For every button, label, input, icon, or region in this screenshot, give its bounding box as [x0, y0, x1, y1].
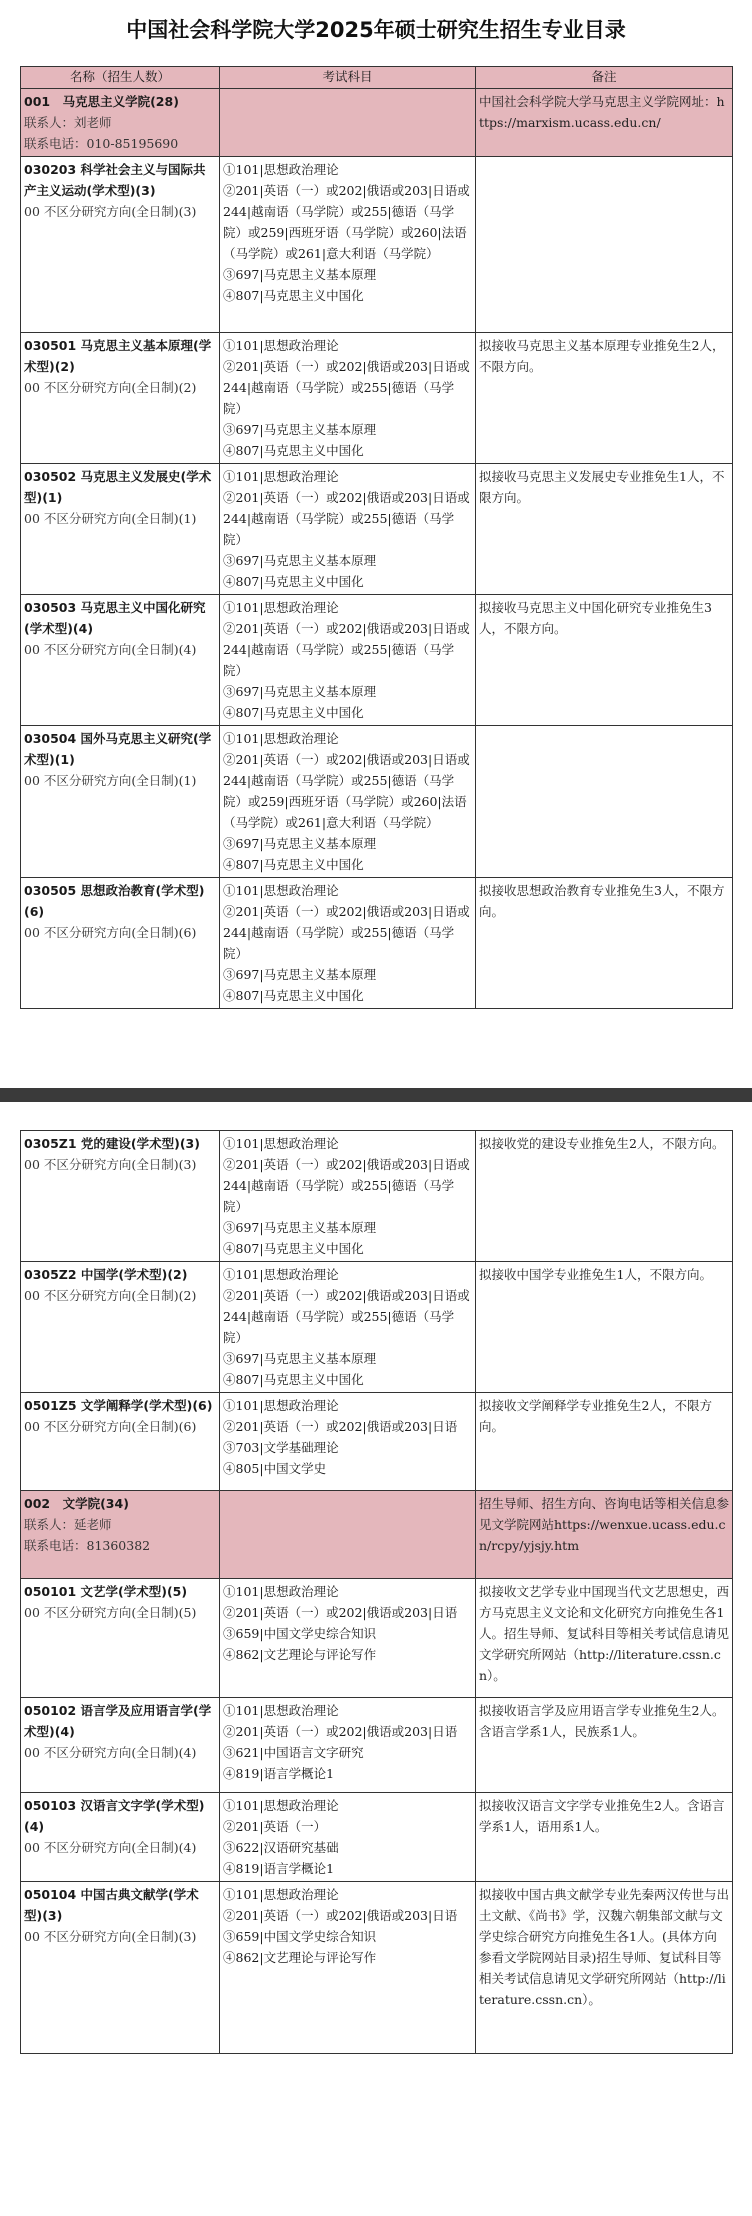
- header-exam: 考试科目: [220, 67, 476, 89]
- note-text: 拟接收思想政治教育专业推免生3人，不限方向。: [479, 883, 725, 919]
- exam-subject: ④807|马克思主义中国化: [223, 988, 364, 1003]
- exam-subject: ①101|思想政治理论: [223, 1136, 339, 1151]
- exam-subject: ④862|文艺理论与评论写作: [223, 1950, 377, 1965]
- research-direction: 00 不区分研究方向(全日制)(6): [24, 925, 197, 940]
- name-cell: [21, 464, 220, 595]
- contact-person: 联系人：延老师: [24, 1517, 112, 1532]
- exam-subject: ②201|英语（一）或202|俄语或203|日语或244|越南语（马学院）或255|德语（马学院）: [223, 1288, 470, 1345]
- exam-subject: ①101|思想政治理论: [223, 1267, 339, 1282]
- major-name: 050101 文艺学(学术型)(5): [24, 1584, 188, 1599]
- research-direction: 00 不区分研究方向(全日制)(6): [24, 1419, 197, 1434]
- major-name: 030502 马克思主义发展史(学术型)(1): [24, 469, 212, 505]
- exam-subject: ④819|语言学概论1: [223, 1861, 335, 1876]
- exam-cell: [220, 1698, 476, 1793]
- exam-cell: [220, 89, 476, 157]
- note-cell: [476, 1579, 733, 1698]
- major-name: 050104 中国古典文献学(学术型)(3): [24, 1887, 199, 1923]
- name-cell: [21, 1393, 220, 1491]
- note-cell: [476, 1262, 733, 1393]
- name-cell: [21, 1882, 220, 2054]
- major-row: [21, 595, 733, 726]
- major-row: [21, 1882, 733, 2054]
- major-name: 0501Z5 文学阐释学(学术型)(6): [24, 1398, 213, 1413]
- exam-subject: ④807|马克思主义中国化: [223, 443, 364, 458]
- exam-subject: ③659|中国文学史综合知识: [223, 1929, 377, 1944]
- page-margin-bottom: [0, 1060, 752, 1088]
- name-cell: [21, 1131, 220, 1262]
- page-title: 中国社会科学院大学2025年硕士研究生招生专业目录: [126, 18, 626, 42]
- exam-subject: ②201|英语（一）或202|俄语或203|日语或244|越南语（马学院）或255|德语（马学院）: [223, 490, 470, 547]
- major-row: [21, 333, 733, 464]
- note-text: 拟接收文艺学专业中国现当代文艺思想史，西方马克思主义文论和文化研究方向推免生各1人。招生导师、复试科目等相关考试信息请见文学研究所网站（http://literature.cssn.cn）。: [479, 1584, 730, 1683]
- name-cell: [21, 89, 220, 157]
- exam-subject: ③621|中国语言文字研究: [223, 1745, 364, 1760]
- note-cell: [476, 878, 733, 1009]
- exam-subject: ④807|马克思主义中国化: [223, 857, 364, 872]
- exam-subject: ④819|语言学概论1: [223, 1766, 335, 1781]
- exam-cell: [220, 1393, 476, 1491]
- note-cell: [476, 1882, 733, 2054]
- note-cell: [476, 1698, 733, 1793]
- note-cell: [476, 1131, 733, 1262]
- exam-cell: [220, 1491, 476, 1579]
- exam-cell: [220, 464, 476, 595]
- exam-subject: ②201|英语（一）或202|俄语或203|日语: [223, 1908, 458, 1923]
- research-direction: 00 不区分研究方向(全日制)(1): [24, 511, 197, 526]
- major-name: 0305Z2 中国学(学术型)(2): [24, 1267, 188, 1282]
- note-text: 拟接收汉语言文字学专业推免生2人。含语言学系1人，语用系1人。: [479, 1798, 725, 1834]
- exam-subject: ②201|英语（一）或202|俄语或203|日语: [223, 1419, 458, 1434]
- college-name: 002 文学院(34): [24, 1496, 129, 1511]
- name-cell: [21, 333, 220, 464]
- exam-subject: ②201|英语（一）或202|俄语或203|日语或244|越南语（马学院）或255|德语（马学院）或259|西班牙语（马学院）或260|法语（马学院）或261|意大利语（马学院）: [223, 752, 470, 830]
- exam-cell: [220, 1793, 476, 1882]
- exam-subject: ④805|中国文学史: [223, 1461, 327, 1476]
- page-margin-top: [0, 1102, 752, 1130]
- exam-subject: ①101|思想政治理论: [223, 883, 339, 898]
- major-row: [21, 1393, 733, 1491]
- note-cell: [476, 1793, 733, 1882]
- catalog-table-page-1: [20, 66, 733, 1009]
- header-note: 备注: [476, 67, 733, 89]
- page-separator: [0, 1088, 752, 1102]
- note-cell: [476, 1491, 733, 1579]
- note-cell: [476, 89, 733, 157]
- exam-subject: ②201|英语（一）或202|俄语或203|日语或244|越南语（马学院）或255|德语（马学院）: [223, 621, 470, 678]
- major-name: 030501 马克思主义基本原理(学术型)(2): [24, 338, 212, 374]
- note-text: 拟接收语言学及应用语言学专业推免生2人。含语言学系1人，民族系1人。: [479, 1703, 725, 1739]
- research-direction: 00 不区分研究方向(全日制)(3): [24, 1929, 197, 1944]
- exam-subject: ①101|思想政治理论: [223, 731, 339, 746]
- note-cell: [476, 333, 733, 464]
- exam-cell: [220, 1579, 476, 1698]
- exam-subject: ④807|马克思主义中国化: [223, 288, 364, 303]
- research-direction: 00 不区分研究方向(全日制)(5): [24, 1605, 197, 1620]
- name-cell: [21, 1262, 220, 1393]
- note-cell: [476, 1393, 733, 1491]
- note-text: 拟接收中国古典文献学专业先秦两汉传世与出土文献、《尚书》学，汉魏六朝集部文献与文学史综合研究方向推免生各1人。(具体方向参看文学院网站目录)招生导师、复试科目等相关考试信息请见文学研究所网站（http://literature.cssn.cn）。: [479, 1887, 730, 2007]
- major-row: [21, 878, 733, 1009]
- exam-cell: [220, 726, 476, 878]
- note-text: 拟接收文学阐释学专业推免生2人，不限方向。: [479, 1398, 712, 1434]
- name-cell: [21, 878, 220, 1009]
- exam-cell: [220, 595, 476, 726]
- major-name: 050102 语言学及应用语言学(学术型)(4): [24, 1703, 212, 1739]
- research-direction: 00 不区分研究方向(全日制)(1): [24, 773, 197, 788]
- exam-cell: [220, 333, 476, 464]
- major-name: 030203 科学社会主义与国际共产主义运动(学术型)(3): [24, 162, 206, 198]
- exam-subject: ①101|思想政治理论: [223, 1887, 339, 1902]
- name-cell: [21, 1793, 220, 1882]
- exam-subject: ①101|思想政治理论: [223, 1584, 339, 1599]
- exam-subject: ③697|马克思主义基本原理: [223, 684, 377, 699]
- exam-subject: ②201|英语（一）或202|俄语或203|日语或244|越南语（马学院）或255|德语（马学院）: [223, 1157, 470, 1214]
- exam-subject: ④807|马克思主义中国化: [223, 1372, 364, 1387]
- research-direction: 00 不区分研究方向(全日制)(4): [24, 1745, 197, 1760]
- major-name: 030505 思想政治教育(学术型)(6): [24, 883, 205, 919]
- note-text: 招生导师、招生方向、咨询电话等相关信息参见文学院网站https://wenxue.ucass.edu.cn/rcpy/yjsjy.htm: [479, 1496, 730, 1553]
- exam-subject: ①101|思想政治理论: [223, 1703, 339, 1718]
- exam-subject: ③697|马克思主义基本原理: [223, 553, 377, 568]
- college-name: 001 马克思主义学院(28): [24, 94, 179, 109]
- note-cell: [476, 595, 733, 726]
- major-row: [21, 1262, 733, 1393]
- catalog-body-page-1: [21, 89, 733, 1009]
- exam-subject: ④807|马克思主义中国化: [223, 1241, 364, 1256]
- college-row: [21, 89, 733, 157]
- major-row: [21, 1131, 733, 1262]
- note-text: 拟接收中国学专业推免生1人，不限方向。: [479, 1267, 712, 1282]
- college-row: [21, 1491, 733, 1579]
- exam-subject: ②201|英语（一）: [223, 1819, 327, 1834]
- major-name: 030504 国外马克思主义研究(学术型)(1): [24, 731, 212, 767]
- note-cell: [476, 157, 733, 333]
- exam-subject: ④862|文艺理论与评论写作: [223, 1647, 377, 1662]
- note-text: 拟接收党的建设专业推免生2人，不限方向。: [479, 1136, 725, 1151]
- research-direction: 00 不区分研究方向(全日制)(4): [24, 1840, 197, 1855]
- name-cell: [21, 157, 220, 333]
- name-cell: [21, 726, 220, 878]
- exam-subject: ③697|马克思主义基本原理: [223, 1220, 377, 1235]
- name-cell: [21, 1698, 220, 1793]
- major-row: [21, 1793, 733, 1882]
- exam-subject: ④807|马克思主义中国化: [223, 574, 364, 589]
- exam-subject: ②201|英语（一）或202|俄语或203|日语: [223, 1605, 458, 1620]
- note-text: 拟接收马克思主义中国化研究专业推免生3人，不限方向。: [479, 600, 712, 636]
- exam-subject: ①101|思想政治理论: [223, 469, 339, 484]
- exam-subject: ③697|马克思主义基本原理: [223, 422, 377, 437]
- name-cell: [21, 1579, 220, 1698]
- exam-subject: ③703|文学基础理论: [223, 1440, 339, 1455]
- exam-subject: ①101|思想政治理论: [223, 600, 339, 615]
- exam-subject: ②201|英语（一）或202|俄语或203|日语或244|越南语（马学院）或255|德语（马学院）: [223, 904, 470, 961]
- exam-subject: ③697|马克思主义基本原理: [223, 967, 377, 982]
- name-cell: [21, 1491, 220, 1579]
- catalog-table-page-2: [20, 1130, 733, 2054]
- major-name: 030503 马克思主义中国化研究(学术型)(4): [24, 600, 206, 636]
- name-cell: [21, 595, 220, 726]
- major-name: 050103 汉语言文字学(学术型)(4): [24, 1798, 205, 1834]
- exam-cell: [220, 1262, 476, 1393]
- exam-subject: ②201|英语（一）或202|俄语或203|日语或244|越南语（马学院）或255|德语（马学院）: [223, 359, 470, 416]
- exam-subject: ①101|思想政治理论: [223, 338, 339, 353]
- exam-subject: ②201|英语（一）或202|俄语或203|日语或244|越南语（马学院）或255|德语（马学院）或259|西班牙语（马学院）或260|法语（马学院）或261|意大利语（马学院）: [223, 183, 470, 261]
- exam-subject: ③622|汉语研究基础: [223, 1840, 339, 1855]
- exam-subject: ③697|马克思主义基本原理: [223, 836, 377, 851]
- exam-subject: ②201|英语（一）或202|俄语或203|日语: [223, 1724, 458, 1739]
- exam-cell: [220, 878, 476, 1009]
- header-name: 名称（招生人数）: [21, 67, 220, 89]
- exam-cell: [220, 1131, 476, 1262]
- exam-subject: ①101|思想政治理论: [223, 1798, 339, 1813]
- exam-cell: [220, 1882, 476, 2054]
- research-direction: 00 不区分研究方向(全日制)(2): [24, 380, 197, 395]
- note-cell: [476, 726, 733, 878]
- major-row: [21, 1579, 733, 1698]
- exam-subject: ③697|马克思主义基本原理: [223, 267, 377, 282]
- contact-phone: 联系电话：81360382: [24, 1538, 151, 1553]
- catalog-body-page-2: [21, 1131, 733, 2054]
- note-text: 中国社会科学院大学马克思主义学院网址：https://marxism.ucass.edu.cn/: [479, 94, 725, 130]
- exam-subject: ④807|马克思主义中国化: [223, 705, 364, 720]
- exam-cell: [220, 157, 476, 333]
- contact-person: 联系人：刘老师: [24, 115, 112, 130]
- note-text: 拟接收马克思主义发展史专业推免生1人，不限方向。: [479, 469, 725, 505]
- note-text: 拟接收马克思主义基本原理专业推免生2人，不限方向。: [479, 338, 725, 374]
- research-direction: 00 不区分研究方向(全日制)(2): [24, 1288, 197, 1303]
- major-row: [21, 157, 733, 333]
- exam-subject: ③697|马克思主义基本原理: [223, 1351, 377, 1366]
- table-header-row: [21, 67, 733, 89]
- major-name: 0305Z1 党的建设(学术型)(3): [24, 1136, 200, 1151]
- exam-subject: ①101|思想政治理论: [223, 1398, 339, 1413]
- contact-phone: 联系电话：010-85195690: [24, 136, 179, 151]
- exam-subject: ①101|思想政治理论: [223, 162, 339, 177]
- major-row: [21, 464, 733, 595]
- research-direction: 00 不区分研究方向(全日制)(4): [24, 642, 197, 657]
- exam-subject: ③659|中国文学史综合知识: [223, 1626, 377, 1641]
- research-direction: 00 不区分研究方向(全日制)(3): [24, 204, 197, 219]
- research-direction: 00 不区分研究方向(全日制)(3): [24, 1157, 197, 1172]
- major-row: [21, 726, 733, 878]
- note-cell: [476, 464, 733, 595]
- major-row: [21, 1698, 733, 1793]
